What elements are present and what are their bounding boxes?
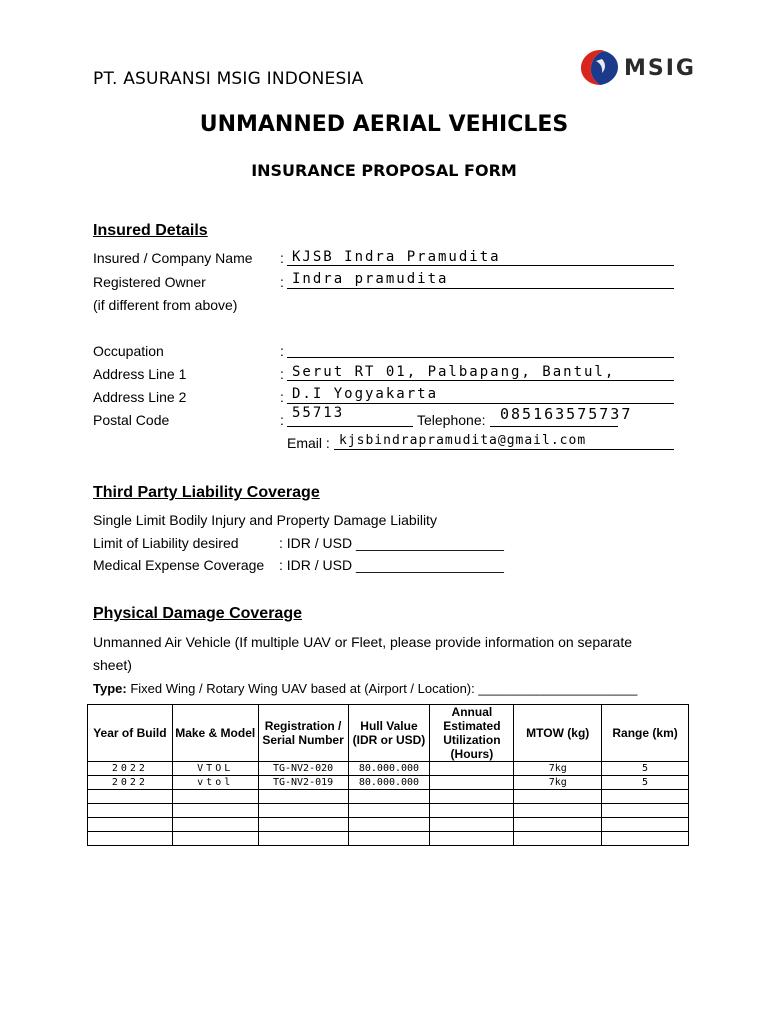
cell-year[interactable] (88, 832, 173, 846)
col-mtow: MTOW (kg) (514, 705, 602, 762)
cell-year[interactable]: 2022 (88, 776, 173, 790)
cell-mtow[interactable] (514, 790, 602, 804)
insured-details-heading: Insured Details (93, 222, 208, 239)
logo-wordmark: MSIG (624, 56, 696, 81)
limit-liability-field[interactable]: : IDR / USD ___________________ (279, 535, 504, 551)
insured-name-line (287, 265, 674, 266)
table-header-row (88, 705, 689, 762)
type-text[interactable]: Fixed Wing / Rotary Wing UAV based at (Airport / Location): ______________________ (130, 681, 638, 696)
cell-hull-value[interactable] (348, 832, 430, 846)
uav-type-line (93, 681, 637, 696)
table-row (88, 818, 689, 832)
cell-hull-value[interactable]: 80.000.000 (348, 762, 430, 776)
table-row (88, 776, 689, 790)
col-make-model: Make & Model (172, 705, 258, 762)
cell-year[interactable] (88, 804, 173, 818)
colon: : (280, 343, 284, 359)
email-label: Email : (287, 435, 330, 451)
cell-range[interactable] (602, 832, 689, 846)
form-title: UNMANNED AERIAL VEHICLES (199, 112, 569, 137)
telephone-field[interactable]: 085163575737 (500, 405, 633, 423)
table-row (88, 790, 689, 804)
cell-year[interactable]: 2022 (88, 762, 173, 776)
email-field[interactable]: kjsbindrapramudita@gmail.com (339, 433, 587, 448)
cell-utilization[interactable] (430, 776, 514, 790)
msig-logo-icon (578, 47, 622, 87)
cell-range[interactable] (602, 790, 689, 804)
physical-damage-heading: Physical Damage Coverage (93, 605, 302, 622)
table-row (88, 832, 689, 846)
postal-code-label: Postal Code (93, 412, 170, 428)
cell-make-model[interactable] (172, 832, 258, 846)
cell-registration[interactable] (258, 804, 348, 818)
cell-hull-value[interactable] (348, 790, 430, 804)
colon: : (280, 412, 284, 428)
insured-name-field[interactable]: KJSB Indra Pramudita (292, 249, 501, 265)
postal-code-field[interactable]: 55713 (292, 405, 345, 421)
medical-expense-label: Medical Expense Coverage (93, 557, 265, 573)
cell-hull-value[interactable] (348, 818, 430, 832)
limit-liability-label: Limit of Liability desired (93, 535, 239, 551)
cell-utilization[interactable] (430, 818, 514, 832)
cell-range[interactable] (602, 804, 689, 818)
insured-name-label: Insured / Company Name (93, 250, 253, 266)
colon: : (280, 389, 284, 405)
cell-registration[interactable]: TG-NV2-020 (258, 762, 348, 776)
col-utilization: Annual Estimated Utilization (Hours) (430, 705, 514, 762)
type-label: Type: (93, 681, 127, 696)
col-hull-value: Hull Value (IDR or USD) (348, 705, 430, 762)
form-subtitle: INSURANCE PROPOSAL FORM (251, 161, 517, 180)
liability-description: Single Limit Bodily Injury and Property Damage Liability (93, 512, 437, 528)
physical-desc-line1: Unmanned Air Vehicle (If multiple UAV or Fleet, please provide information on separate (93, 634, 633, 650)
liability-heading: Third Party Liability Coverage (93, 484, 320, 501)
table-row (88, 804, 689, 818)
cell-make-model[interactable] (172, 804, 258, 818)
occupation-label: Occupation (93, 343, 164, 359)
cell-mtow[interactable] (514, 818, 602, 832)
cell-registration[interactable] (258, 832, 348, 846)
cell-utilization[interactable] (430, 804, 514, 818)
postal-line (287, 426, 413, 427)
col-registration: Registration / Serial Number (258, 705, 348, 762)
cell-hull-value[interactable]: 80.000.000 (348, 776, 430, 790)
address-line1-label: Address Line 1 (93, 366, 187, 382)
cell-make-model[interactable] (172, 790, 258, 804)
cell-mtow[interactable] (514, 804, 602, 818)
telephone-label: Telephone: (417, 412, 486, 428)
cell-year[interactable] (88, 790, 173, 804)
email-line (334, 449, 674, 450)
owner-note: (if different from above) (93, 297, 238, 313)
address1-line (287, 380, 674, 381)
registered-owner-field[interactable]: Indra pramudita (292, 271, 449, 287)
address2-line (287, 403, 674, 404)
cell-registration[interactable]: TG-NV2-019 (258, 776, 348, 790)
address-line2-label: Address Line 2 (93, 389, 187, 405)
cell-make-model[interactable]: vtol (172, 776, 258, 790)
telephone-line (490, 426, 618, 427)
cell-utilization[interactable] (430, 762, 514, 776)
cell-make-model[interactable] (172, 818, 258, 832)
cell-mtow[interactable] (514, 832, 602, 846)
cell-make-model[interactable]: VTOL (172, 762, 258, 776)
colon: : (280, 274, 284, 290)
msig-logo (578, 47, 700, 87)
col-year: Year of Build (88, 705, 173, 762)
cell-registration[interactable] (258, 818, 348, 832)
cell-range[interactable] (602, 818, 689, 832)
occupation-field[interactable] (287, 357, 674, 358)
physical-desc-line2: sheet) (93, 657, 132, 673)
cell-range[interactable]: 5 (602, 776, 689, 790)
registered-owner-label: Registered Owner (93, 274, 206, 290)
cell-registration[interactable] (258, 790, 348, 804)
table-row (88, 762, 689, 776)
cell-mtow[interactable]: 7kg (514, 776, 602, 790)
uav-table (87, 704, 689, 846)
cell-utilization[interactable] (430, 790, 514, 804)
address-line1-field[interactable]: Serut RT 01, Palbapang, Bantul, (292, 364, 616, 380)
medical-expense-field[interactable]: : IDR / USD ___________________ (279, 557, 504, 573)
col-range: Range (km) (602, 705, 689, 762)
cell-year[interactable] (88, 818, 173, 832)
address-line2-field[interactable]: D.I Yogyakarta (292, 386, 439, 402)
company-name: PT. ASURANSI MSIG INDONESIA (93, 69, 364, 89)
colon: : (280, 366, 284, 382)
cell-hull-value[interactable] (348, 804, 430, 818)
colon: : (280, 250, 284, 266)
cell-mtow[interactable]: 7kg (514, 762, 602, 776)
cell-utilization[interactable] (430, 832, 514, 846)
owner-line (287, 288, 674, 289)
cell-range[interactable]: 5 (602, 762, 689, 776)
